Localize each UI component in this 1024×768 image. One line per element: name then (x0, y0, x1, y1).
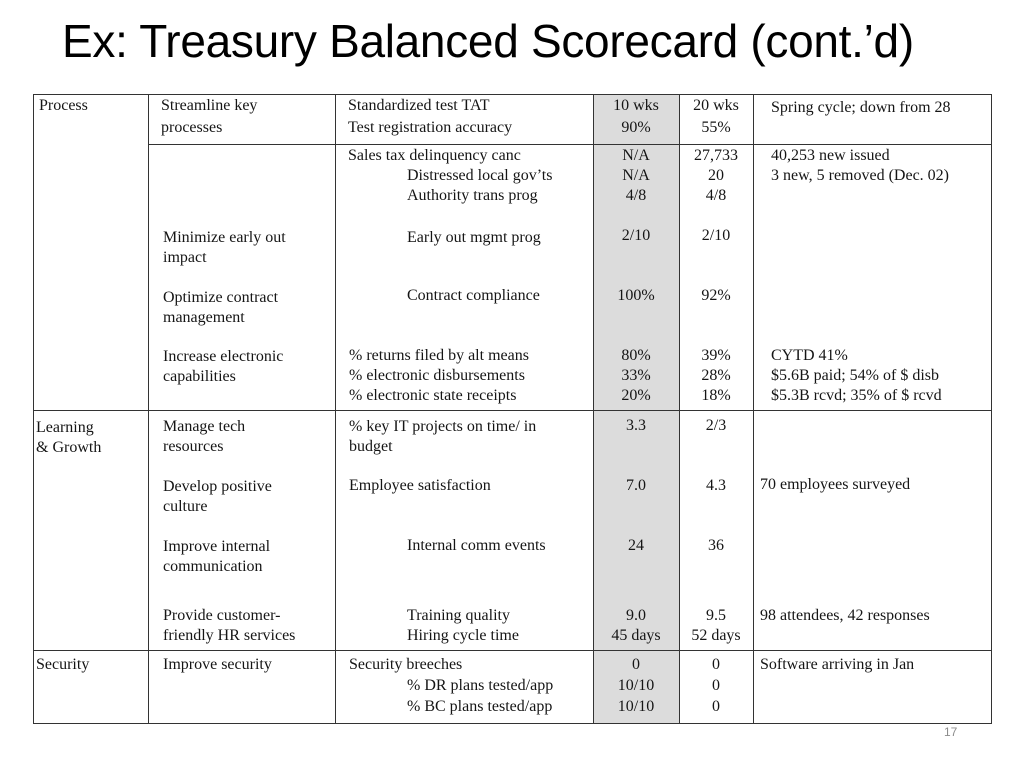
target-value: 45 days (611, 627, 661, 644)
measure-text: Test registration accuracy (348, 119, 513, 136)
page-number: 17 (944, 725, 958, 739)
measure-text: Authority trans prog (407, 187, 538, 204)
actual-value: 0 (712, 698, 720, 715)
target-value: 3.3 (626, 417, 646, 434)
objective-text: processes (161, 119, 223, 136)
actual-value: 2/10 (701, 227, 731, 244)
comment-text: $5.3B rcvd; 35% of $ rcvd (771, 387, 942, 404)
objective-text: Develop positive (163, 478, 272, 495)
actual-value: 55% (701, 119, 731, 136)
actual-value: 20 (708, 167, 724, 184)
actual-value: 0 (712, 656, 720, 673)
measure-text: budget (349, 438, 393, 455)
target-value: 0 (632, 656, 640, 673)
target-value: 7.0 (626, 477, 646, 494)
target-value: 80% (621, 347, 651, 364)
actual-value: 36 (708, 537, 724, 554)
comment-text: 70 employees surveyed (760, 476, 911, 493)
measure-text: Internal comm events (407, 537, 546, 554)
measure-text: Hiring cycle time (407, 627, 519, 644)
section-label-process: Process (39, 97, 88, 114)
comment-text: $5.6B paid; 54% of $ disb (771, 367, 939, 384)
measure-text: % BC plans tested/app (407, 698, 553, 715)
target-value: 4/8 (625, 187, 647, 204)
objective-text: communication (163, 558, 263, 575)
objective-text: Provide customer- (163, 607, 281, 624)
section-label-growth: & Growth (36, 439, 102, 456)
target-value: 10/10 (617, 698, 655, 715)
actual-value: 0 (712, 677, 720, 694)
target-value: 2/10 (621, 227, 651, 244)
actual-value: 27,733 (694, 147, 738, 164)
target-value: N/A (622, 147, 650, 164)
slide-title: Ex: Treasury Balanced Scorecard (cont.’d) (62, 15, 914, 67)
objective-text: Minimize early out (163, 229, 286, 246)
measure-text: Contract compliance (407, 287, 540, 304)
objective-text: resources (163, 438, 224, 455)
objective-text: Improve internal (163, 538, 271, 555)
objective-text: culture (163, 498, 208, 515)
objective-text: Optimize contract (163, 289, 279, 306)
comment-text: Spring cycle; down from 28 (771, 99, 951, 116)
measure-text: % electronic state receipts (349, 387, 517, 404)
measure-text: Security breeches (349, 656, 463, 673)
objective-text: impact (163, 249, 207, 266)
measure-text: Distressed local gov’ts (407, 167, 553, 184)
target-value: 20% (621, 387, 651, 404)
objective-text: capabilities (163, 368, 236, 385)
objective-text: friendly HR services (163, 627, 296, 644)
section-label-learning: Learning (36, 419, 94, 436)
actual-value: 39% (701, 347, 731, 364)
actual-value: 9.5 (706, 607, 726, 624)
scorecard-table (33, 94, 992, 724)
comment-text: 40,253 new issued (771, 147, 890, 164)
objective-text: Improve security (163, 656, 272, 673)
target-value: 100% (617, 287, 655, 304)
objective-text: management (163, 309, 245, 326)
actual-value: 52 days (691, 627, 741, 644)
measure-text: Training quality (407, 607, 510, 624)
comment-text: CYTD 41% (771, 347, 848, 364)
actual-value: 92% (701, 287, 731, 304)
actual-value: 28% (701, 367, 731, 384)
measure-text: Standardized test TAT (348, 97, 490, 114)
actual-value: 4/8 (705, 187, 727, 204)
target-value: 33% (621, 367, 651, 384)
actual-value: 2/3 (705, 417, 727, 434)
target-value: 10 wks (613, 97, 659, 114)
actual-value: 18% (701, 387, 731, 404)
objective-text: Manage tech (163, 418, 246, 435)
actual-value: 4.3 (706, 477, 726, 494)
section-label-security: Security (36, 656, 90, 673)
comment-text: 98 attendees, 42 responses (760, 607, 930, 624)
target-value: 9.0 (626, 607, 646, 624)
measure-text: Early out mgmt prog (407, 229, 541, 246)
measure-text: % electronic disbursements (349, 367, 525, 384)
target-value: 10/10 (617, 677, 655, 694)
objective-text: Streamline key (161, 97, 258, 114)
comment-text: 3 new, 5 removed (Dec. 02) (771, 167, 950, 184)
target-value: 24 (628, 537, 644, 554)
actual-value: 20 wks (693, 97, 739, 114)
comment-text: Software arriving in Jan (760, 656, 915, 673)
measure-text: Employee satisfaction (349, 477, 491, 494)
objective-text: Increase electronic (163, 348, 284, 365)
measure-text: % returns filed by alt means (349, 347, 529, 364)
measure-text: Sales tax delinquency canc (348, 147, 521, 164)
target-value: 90% (621, 119, 651, 136)
measure-text: % DR plans tested/app (407, 677, 554, 694)
measure-text: % key IT projects on time/ in (349, 418, 537, 435)
target-value: N/A (622, 167, 650, 184)
